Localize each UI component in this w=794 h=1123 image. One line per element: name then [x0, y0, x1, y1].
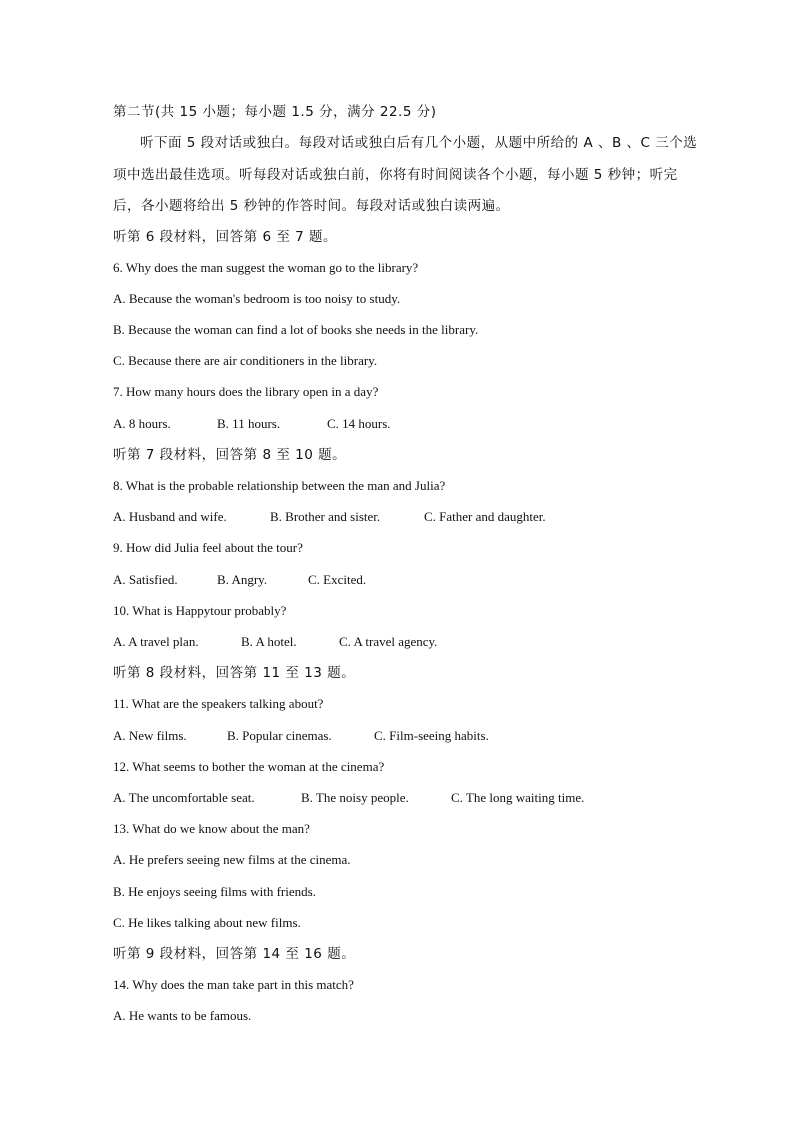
question-8-option-c: C. Father and daughter.	[424, 509, 546, 524]
question-7-option-a: A. 8 hours.	[113, 416, 171, 431]
question-6-option-a: A. Because the woman's bedroom is too noisy to study.	[113, 291, 401, 306]
question-10-stem: 10. What is Happytour probably?	[113, 603, 287, 618]
question-8-option-a: A. Husband and wife.	[113, 509, 227, 524]
question-11-option-b: B. Popular cinemas.	[227, 728, 332, 743]
question-13-option-a: A. He prefers seeing new films at the cinema.	[113, 852, 351, 867]
question-12-option-b: B. The noisy people.	[301, 790, 409, 805]
question-9-option-b: B. Angry.	[217, 572, 268, 587]
question-7-stem: 7. How many hours does the library open in a day?	[113, 384, 379, 399]
instruction-line-2: 项中选出最佳选项。听每段对话或独白前，你将有时间阅读各个小题，每小题 5 秒钟；听完	[113, 167, 678, 183]
question-6-option-c: C. Because there are air conditioners in the library.	[113, 353, 378, 368]
question-6-stem: 6. Why does the man suggest the woman go to the library?	[113, 260, 419, 275]
question-6-option-b: B. Because the woman can find a lot of books she needs in the library.	[113, 322, 479, 337]
question-10-option-a: A. A travel plan.	[113, 634, 199, 649]
group-8-heading: 听第 8 段材料，回答第 11 至 13 题。	[113, 665, 356, 681]
question-9-option-a: A. Satisfied.	[113, 572, 178, 587]
group-9-heading: 听第 9 段材料，回答第 14 至 16 题。	[113, 946, 356, 962]
question-12-option-c: C. The long waiting time.	[451, 790, 585, 805]
question-13-stem: 13. What do we know about the man?	[113, 821, 310, 836]
question-11-option-a: A. New films.	[113, 728, 187, 743]
question-9-stem: 9. How did Julia feel about the tour?	[113, 540, 303, 555]
question-12-option-a: A. The uncomfortable seat.	[113, 790, 255, 805]
question-7-option-b: B. 11 hours.	[217, 416, 281, 431]
section-header: 第二节(共 15 小题；每小题 1.5 分，满分 22.5 分)	[113, 104, 437, 120]
question-14-option-a: A. He wants to be famous.	[113, 1008, 252, 1023]
question-12-stem: 12. What seems to bother the woman at the cinema?	[113, 759, 385, 774]
question-8-option-b: B. Brother and sister.	[270, 509, 381, 524]
question-10-option-c: C. A travel agency.	[339, 634, 438, 649]
question-9-option-c: C. Excited.	[308, 572, 367, 587]
question-11-stem: 11. What are the speakers talking about?	[113, 696, 324, 711]
question-10-option-b: B. A hotel.	[241, 634, 297, 649]
instruction-line-3: 后，各小题将给出 5 秒钟的作答时间。每段对话或独白读两遍。	[113, 198, 510, 214]
question-13-option-b: B. He enjoys seeing films with friends.	[113, 884, 316, 899]
group-6-heading: 听第 6 段材料，回答第 6 至 7 题。	[113, 229, 338, 245]
question-7-option-c: C. 14 hours.	[327, 416, 391, 431]
question-11-option-c: C. Film-seeing habits.	[374, 728, 489, 743]
group-7-heading: 听第 7 段材料，回答第 8 至 10 题。	[113, 447, 347, 463]
instruction-line-1: 听下面 5 段对话或独白。每段对话或独白后有几个小题，从题中所给的 A 、B 、C 三个选	[140, 135, 698, 151]
question-14-stem: 14. Why does the man take part in this match?	[113, 977, 354, 992]
question-8-stem: 8. What is the probable relationship between the man and Julia?	[113, 478, 446, 493]
question-13-option-c: C. He likes talking about new films.	[113, 915, 301, 930]
